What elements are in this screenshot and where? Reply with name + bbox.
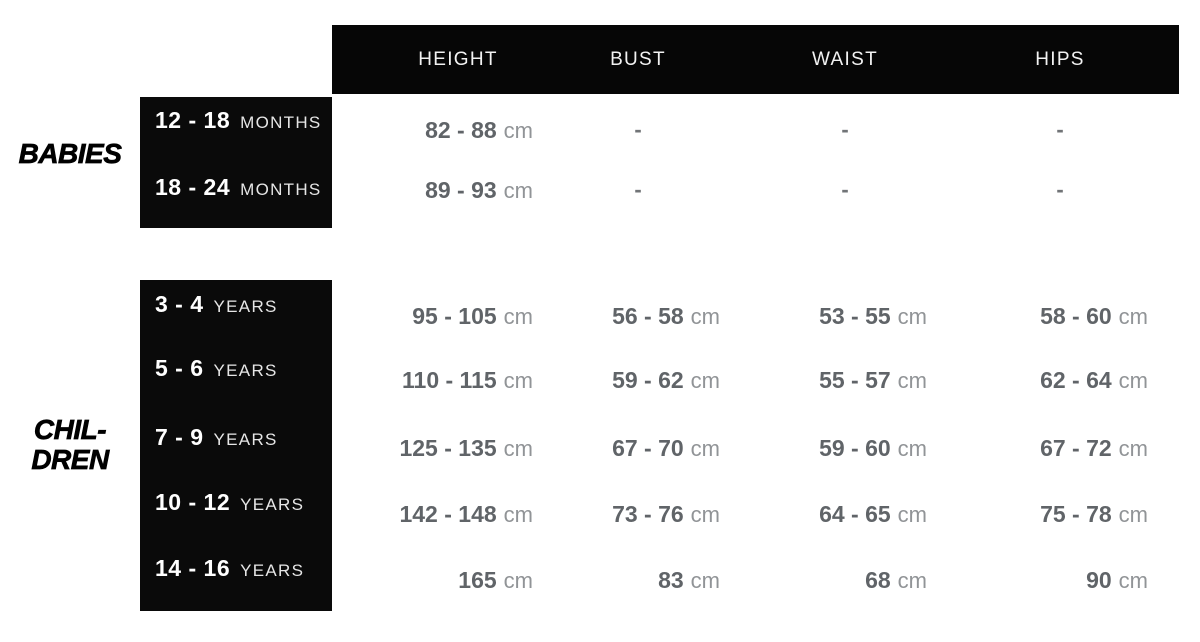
cell-value: 68: [865, 567, 891, 593]
age-range-numbers: 10 - 12: [155, 489, 231, 515]
age-range-label: [155, 105, 322, 135]
cell-unit: cm: [897, 304, 927, 329]
cell-unit: cm: [1118, 568, 1148, 593]
cell-babies1-height: [383, 115, 533, 145]
age-range-label: [155, 172, 322, 202]
cell-value: 58 - 60: [1040, 303, 1112, 329]
cell-children5-waist: [763, 565, 927, 595]
section-label-line: BABIES: [18, 138, 122, 169]
cell-babies2-hips: [972, 175, 1148, 205]
cell-children1-bust: [556, 301, 720, 331]
cell-value: 67 - 70: [612, 435, 684, 461]
age-range-unit: MONTHS: [240, 113, 322, 132]
cell-value: 142 - 148: [399, 501, 497, 527]
cell-children4-height: [383, 499, 533, 529]
cell-unit: cm: [503, 304, 533, 329]
cell-babies1-bust: [556, 115, 720, 145]
cell-value: 59 - 62: [612, 367, 684, 393]
cell-value: 125 - 135: [399, 435, 497, 461]
cell-dash: -: [634, 177, 642, 202]
cell-unit: cm: [503, 502, 533, 527]
cell-children4-bust: [556, 499, 720, 529]
age-range-unit: YEARS: [240, 561, 305, 580]
cell-children5-bust: [556, 565, 720, 595]
cell-value: 73 - 76: [612, 501, 684, 527]
age-range-numbers: 7 - 9: [155, 424, 204, 450]
cell-children1-hips: [972, 301, 1148, 331]
cell-dash: -: [1056, 177, 1064, 202]
cell-value: 90: [1086, 567, 1112, 593]
column-header-bust: BUST: [610, 49, 666, 70]
cell-children2-waist: [763, 365, 927, 395]
cell-unit: cm: [503, 568, 533, 593]
age-range-unit: YEARS: [240, 495, 305, 514]
cell-unit: cm: [897, 368, 927, 393]
cell-children3-waist: [763, 433, 927, 463]
cell-unit: cm: [690, 568, 720, 593]
cell-value: 110 - 115: [402, 367, 497, 393]
cell-unit: cm: [690, 436, 720, 461]
cell-value: 59 - 60: [819, 435, 891, 461]
cell-dash: -: [634, 117, 642, 142]
age-range-label: [155, 353, 278, 383]
age-range-numbers: 5 - 6: [155, 355, 204, 381]
age-range-unit: YEARS: [213, 297, 278, 316]
cell-children3-height: [383, 433, 533, 463]
column-header-waist: WAIST: [812, 49, 878, 70]
age-range-unit: YEARS: [213, 430, 278, 449]
section-label-children: [8, 415, 132, 475]
age-range-numbers: 18 - 24: [155, 174, 231, 200]
cell-unit: cm: [897, 568, 927, 593]
cell-children3-bust: [556, 433, 720, 463]
cell-children4-waist: [763, 499, 927, 529]
cell-unit: cm: [690, 304, 720, 329]
cell-children5-height: [383, 565, 533, 595]
age-range-label: [155, 487, 304, 517]
cell-value: 53 - 55: [819, 303, 891, 329]
cell-unit: cm: [503, 118, 533, 143]
age-range-numbers: 12 - 18: [155, 107, 231, 133]
cell-unit: cm: [1118, 502, 1148, 527]
cell-value: 62 - 64: [1040, 367, 1112, 393]
cell-value: 83: [658, 567, 684, 593]
cell-unit: cm: [897, 502, 927, 527]
age-range-label: [155, 289, 278, 319]
cell-value: 55 - 57: [819, 367, 891, 393]
section-label-babies: [8, 139, 132, 169]
cell-value: 89 - 93: [425, 177, 497, 203]
cell-unit: cm: [503, 178, 533, 203]
cell-unit: cm: [897, 436, 927, 461]
cell-babies2-height: [383, 175, 533, 205]
age-range-numbers: 14 - 16: [155, 555, 231, 581]
cell-unit: cm: [1118, 436, 1148, 461]
cell-children3-hips: [972, 433, 1148, 463]
cell-value: 64 - 65: [819, 501, 891, 527]
age-range-label: [155, 553, 304, 583]
cell-unit: cm: [690, 502, 720, 527]
cell-children4-hips: [972, 499, 1148, 529]
age-range-unit: YEARS: [213, 361, 278, 380]
cell-children2-hips: [972, 365, 1148, 395]
cell-value: 75 - 78: [1040, 501, 1112, 527]
cell-dash: -: [1056, 117, 1064, 142]
cell-babies1-hips: [972, 115, 1148, 145]
section-label-line: CHIL-: [33, 414, 107, 445]
cell-babies2-waist: [763, 175, 927, 205]
column-header-height: HEIGHT: [418, 49, 498, 70]
cell-children2-height: [383, 365, 533, 395]
cell-unit: cm: [1118, 304, 1148, 329]
age-range-unit: MONTHS: [240, 180, 322, 199]
cell-babies2-bust: [556, 175, 720, 205]
cell-dash: -: [841, 177, 849, 202]
table-header-bar: [332, 25, 1179, 94]
cell-children5-hips: [972, 565, 1148, 595]
cell-dash: -: [841, 117, 849, 142]
cell-value: 82 - 88: [425, 117, 497, 143]
cell-children1-waist: [763, 301, 927, 331]
cell-unit: cm: [690, 368, 720, 393]
column-header-hips: HIPS: [1035, 49, 1085, 70]
cell-unit: cm: [503, 436, 533, 461]
section-label-line: DREN: [31, 444, 109, 475]
cell-unit: cm: [503, 368, 533, 393]
age-range-label: [155, 422, 278, 452]
cell-value: 67 - 72: [1040, 435, 1112, 461]
cell-babies1-waist: [763, 115, 927, 145]
age-range-numbers: 3 - 4: [155, 291, 204, 317]
cell-children1-height: [383, 301, 533, 331]
cell-value: 95 - 105: [412, 303, 497, 329]
cell-value: 165: [458, 567, 497, 593]
cell-children2-bust: [556, 365, 720, 395]
cell-unit: cm: [1118, 368, 1148, 393]
cell-value: 56 - 58: [612, 303, 684, 329]
